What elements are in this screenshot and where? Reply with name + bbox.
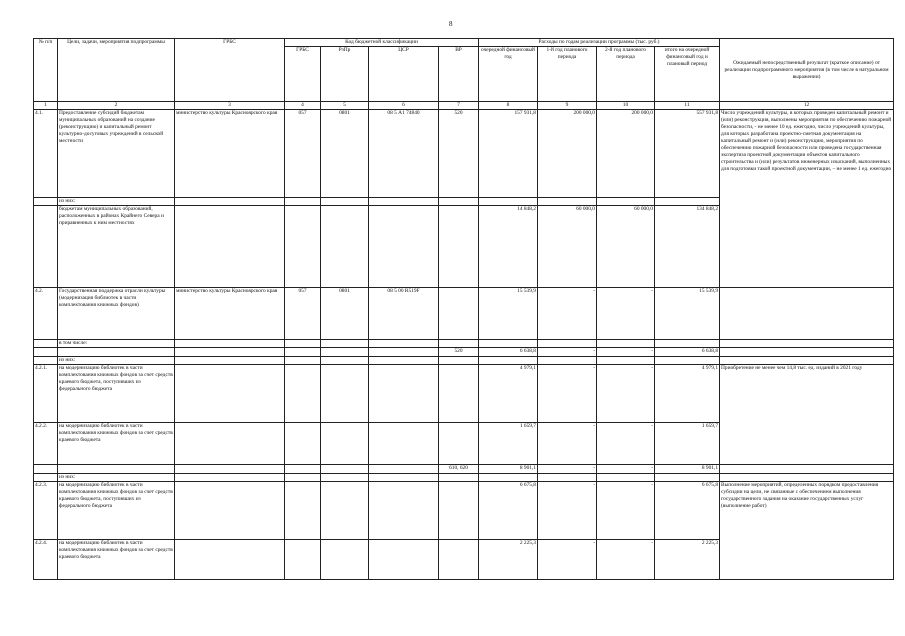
row-vr: 520 [439, 348, 479, 357]
row-vr: 520 [439, 110, 479, 198]
table-row [34, 340, 894, 348]
header-row-1 [34, 39, 894, 47]
table-row [34, 474, 894, 482]
col-number: 12 [720, 102, 894, 110]
table-row [34, 288, 894, 340]
row-total: 2 225,3 [655, 540, 720, 580]
row-total: 6 638,8 [655, 348, 720, 357]
row-y1: 60 000,0 [538, 206, 597, 288]
row-vr: 610, 620 [439, 465, 479, 474]
row-rzpr: 0801 [321, 110, 369, 198]
row-y2: - [597, 348, 655, 357]
table-row [34, 348, 894, 357]
row-total: 6 675,8 [655, 482, 720, 540]
col-number: 4 [285, 102, 321, 110]
row-y2: - [597, 465, 655, 474]
row-y0: 6 638,8 [479, 348, 538, 357]
row-code: 057 [285, 288, 321, 340]
row-y2: - [597, 482, 655, 540]
col-number: 8 [479, 102, 538, 110]
row-text: на модернизацию библиотек в части комплектования книжных фондов за счет средств краевого бюджета [58, 423, 175, 465]
col-number: 5 [321, 102, 369, 110]
col-number: 6 [369, 102, 439, 110]
row-text: бюджетам муниципальных образований, расположенных в районах Крайнего Севера и приравненных к ним местностях [58, 206, 175, 288]
row-num: 4.2.4. [34, 540, 58, 580]
row-y0: 157 931,8 [479, 110, 538, 198]
row-y1: - [538, 540, 597, 580]
row-text: из них: [58, 198, 175, 206]
header-exp-y0: очередной финансовый год [479, 47, 538, 102]
row-y1: - [538, 288, 597, 340]
col-number: 3 [175, 102, 285, 110]
row-y0: 4 979,1 [479, 365, 538, 423]
table-row [34, 110, 894, 198]
table-row [34, 465, 894, 474]
column-numbers-row [34, 102, 894, 110]
page-number: 8 [449, 20, 453, 28]
row-rzpr: 0801 [321, 288, 369, 340]
row-y0: 2 225,3 [479, 540, 538, 580]
row-num: 4.2. [34, 288, 58, 340]
row-result: Приобретение не менее чем 14,8 тыс. ед. изданий в 2021 году [720, 365, 894, 465]
row-num: 4.2.3. [34, 482, 58, 540]
row-y1: - [538, 423, 597, 465]
budget-table [33, 38, 894, 580]
header-expenses: Расходы по годам реализации программы (тыс. руб.) [479, 39, 720, 47]
row-text: Государственная поддержка отрасли культуры (модернизация библиотек в части комплектования книжных фондов) [58, 288, 175, 340]
row-y2: - [597, 423, 655, 465]
row-total: 8 901,1 [655, 465, 720, 474]
header-kbk-grbs: ГРБС [285, 47, 321, 102]
header-exp-y1: 1-й год планового периода [538, 47, 597, 102]
row-total: 15 539,9 [655, 288, 720, 340]
col-number: 1 [34, 102, 58, 110]
row-csr: 08 5 00 R519F [369, 288, 439, 340]
row-y2: - [597, 540, 655, 580]
col-number: 11 [655, 102, 720, 110]
header-kbk-rzpr: РзПр [321, 47, 369, 102]
header-kbk-vr: ВР [439, 47, 479, 102]
header-exp-y2: 2-й год планового периода [597, 47, 655, 102]
row-csr: 08 5 А1 74840 [369, 110, 439, 198]
row-text: на модернизацию библиотек в части комплектования книжных фондов за счет средств краевого бюджета [58, 540, 175, 580]
row-y1: - [538, 348, 597, 357]
row-text: в том числе: [58, 340, 175, 348]
row-total: 557 931,8 [655, 110, 720, 198]
row-grbs: министерство культуры Красноярского края [175, 288, 285, 340]
row-grbs: министерство культуры Красноярского края [175, 110, 285, 198]
header-num: № п/п [34, 39, 58, 102]
row-y0: 8 901,1 [479, 465, 538, 474]
header-goals: Цели, задачи, мероприятия подпрограммы [58, 39, 175, 102]
table-row [34, 357, 894, 365]
row-y2: - [597, 365, 655, 423]
row-y1: - [538, 465, 597, 474]
row-text: Предоставление субсидий бюджетам муниципальных образований на создание (реконструкцию) и капитальный ремонт культурно-досуговых учреждений в сельской местности [58, 110, 175, 198]
col-number: 9 [538, 102, 597, 110]
row-y0: 14 848,2 [479, 206, 538, 288]
row-text: на модернизацию библиотек в части комплектования книжных фондов за счет средств краевого бюджета, поступивших из федерального бюджета [58, 365, 175, 423]
header-kbk: Код бюджетной классификации [285, 39, 479, 47]
row-y0: 1 659,7 [479, 423, 538, 465]
row-text: на модернизацию библиотек в части комплектования книжных фондов за счет средств краевого бюджета, поступивших из федерального бюджета [58, 482, 175, 540]
row-text: из них: [58, 474, 175, 482]
col-number: 10 [597, 102, 655, 110]
table-row [34, 482, 894, 540]
header-grbs: ГРБС [175, 39, 285, 102]
row-total: 134 848,2 [655, 206, 720, 288]
row-text: из них: [58, 357, 175, 365]
row-code: 057 [285, 110, 321, 198]
row-y2: - [597, 288, 655, 340]
header-result: Ожидаемый непосредственный результат (краткое описание) от реализации подпрограммного мероприятия (в том числе в натуральном выражении) [720, 39, 894, 102]
row-num: 4.2.2. [34, 423, 58, 465]
table-row [34, 365, 894, 423]
row-y1: - [538, 482, 597, 540]
row-y2: 200 000,0 [597, 110, 655, 198]
row-y0: 6 675,8 [479, 482, 538, 540]
row-y1: - [538, 365, 597, 423]
row-num: 4.1. [34, 110, 58, 198]
row-total: 4 979,1 [655, 365, 720, 423]
row-num: 4.2.1. [34, 365, 58, 423]
row-y2: 60 000,0 [597, 206, 655, 288]
row-y0: 15 539,9 [479, 288, 538, 340]
header-exp-total: итого на очередной финансовый год и плановый период [655, 47, 720, 102]
row-result: Число учреждений культуры, в которых проведен капитальный ремонт и (или) реконструкция, выполнены мероприятия по обеспечению пожарной безопасности, - не менее 10 ед. ежегодно, число учреждений культуры, для которых разработана проектно-сметная документация на капитальный ремонт и (или) реконструкцию, мероприятия по обеспечению пожарной безопасности или проведена государственная экспертиза проектной документации объектов капитального строительства и (или) результатов инженерных изысканий, выполненных для подготовки такой проектной документации, – не менее 1 ед. ежегодно [720, 110, 894, 288]
col-number: 2 [58, 102, 175, 110]
col-number: 7 [439, 102, 479, 110]
row-total: 1 659,7 [655, 423, 720, 465]
row-result: Выполнение мероприятий, определенных порядком предоставления субсидии на цели, не связанные с обеспечением выполнения государственного задания на оказание государственных услуг (выполнение работ) [720, 482, 894, 580]
header-kbk-csr: ЦСР [369, 47, 439, 102]
row-y1: 200 000,0 [538, 110, 597, 198]
